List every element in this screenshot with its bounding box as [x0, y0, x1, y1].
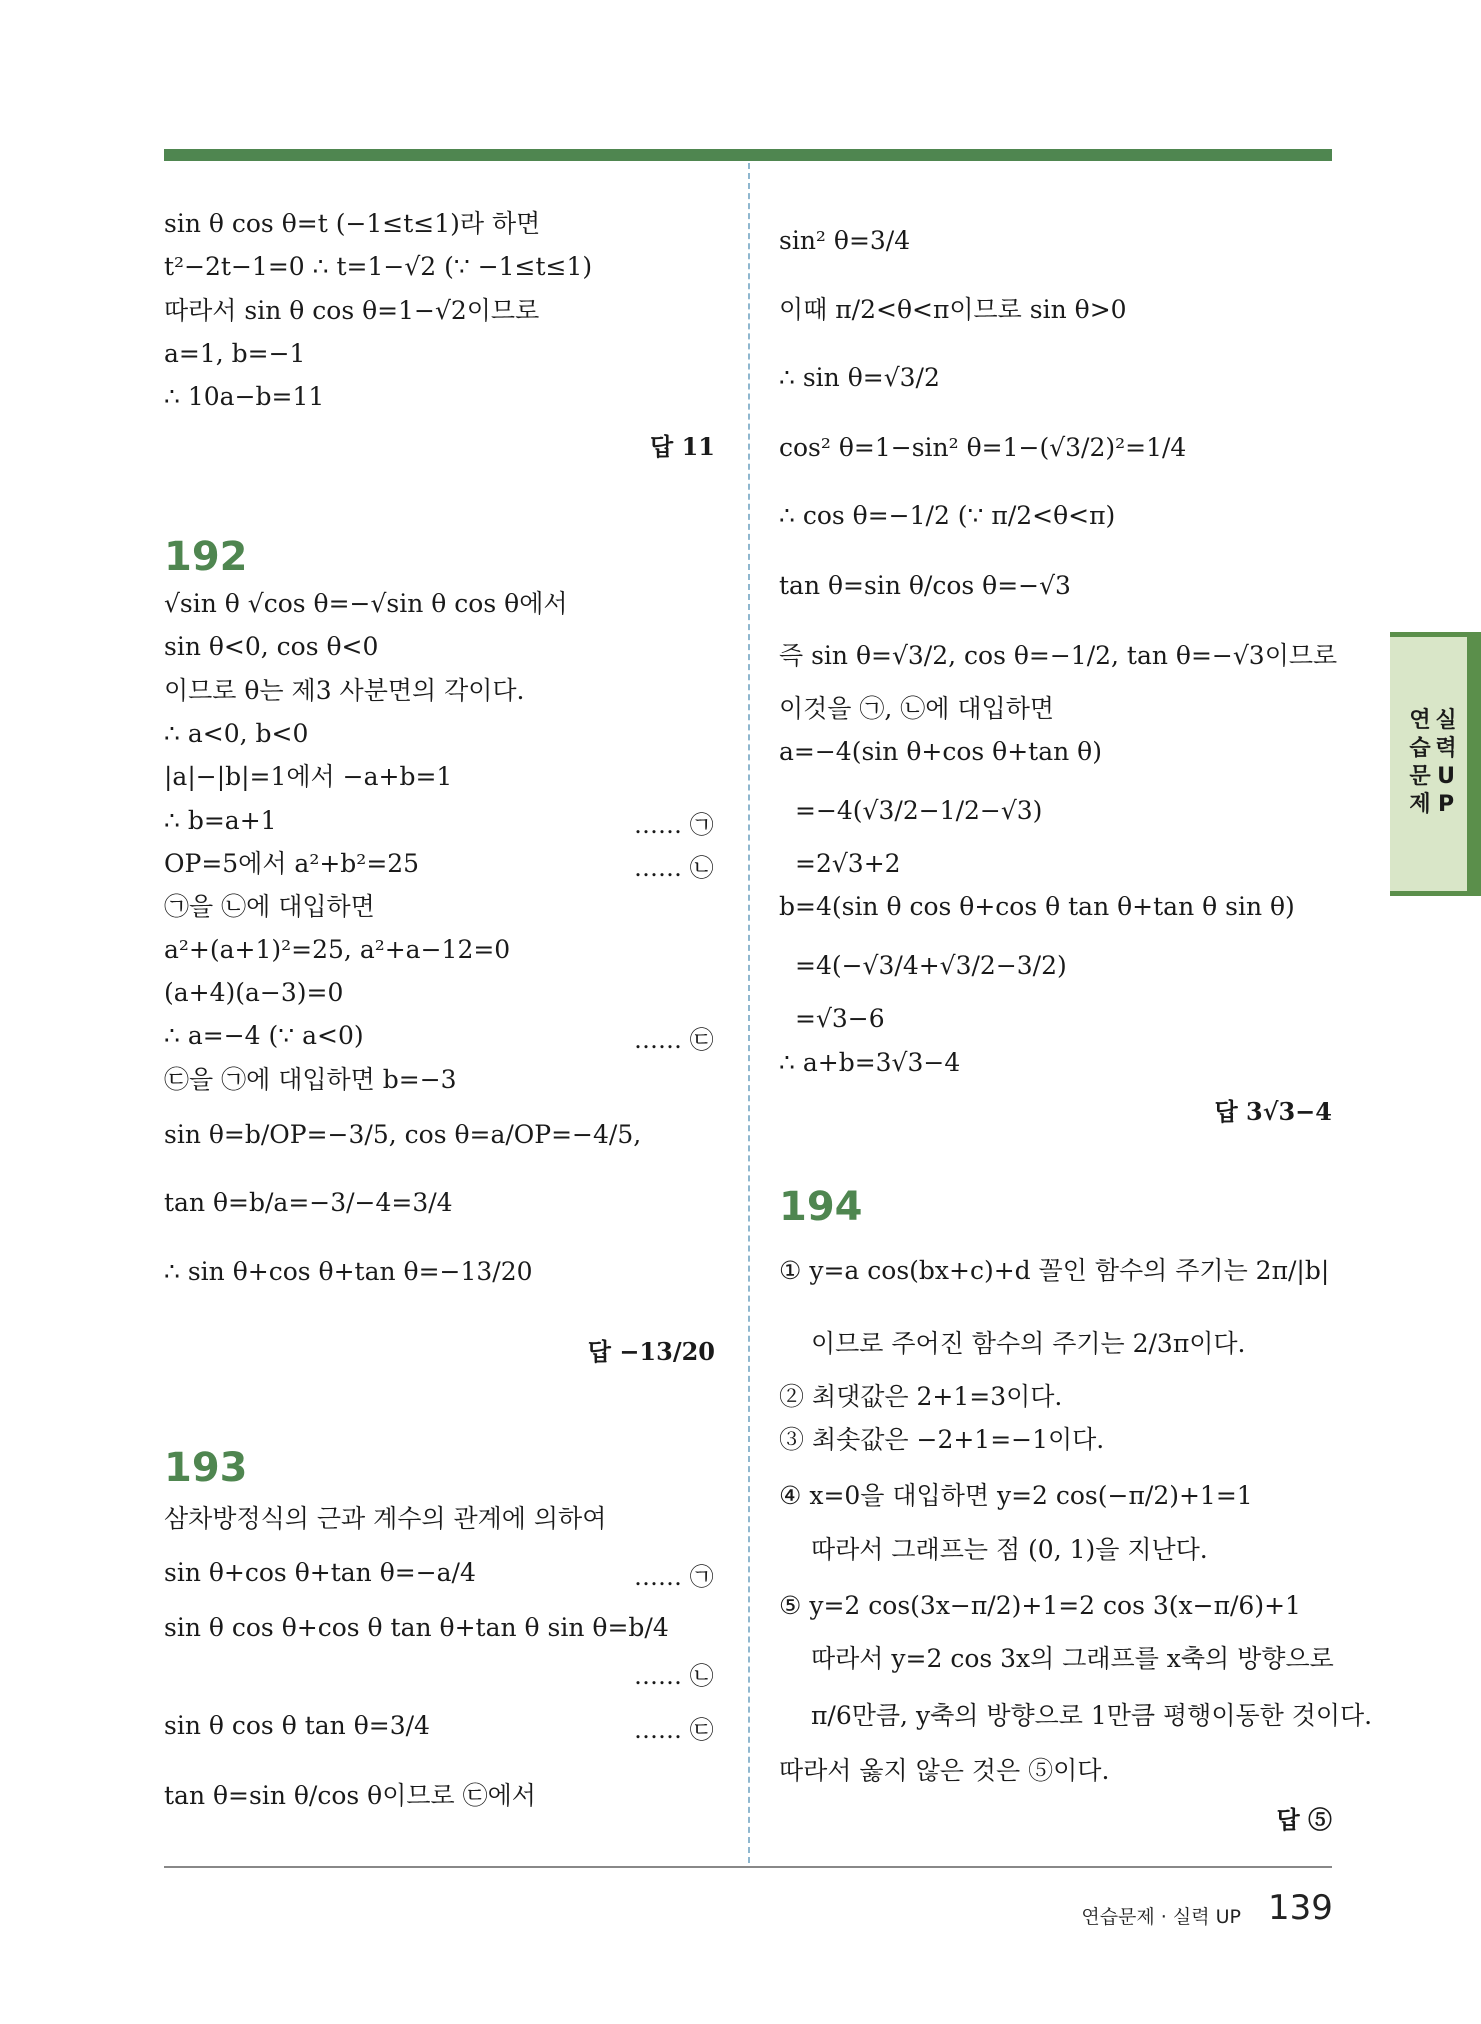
column-divider — [748, 163, 750, 1863]
text-line: 따라서 sin θ cos θ=1−√2이므로 — [164, 296, 540, 325]
text-line: |a|−|b|=1에서 −a+b=1 — [164, 762, 453, 791]
text-line: ⑤ y=2 cos(3x−π/2)+1=2 cos 3(x−π/6)+1 — [779, 1591, 1301, 1620]
side-tab-char: 제 — [1409, 792, 1431, 817]
problem-number-194: 194 — [779, 1184, 863, 1230]
equation-line: a=−4(sin θ+cos θ+tan θ) — [779, 737, 1102, 766]
equation-line: sin θ=b/OP=−3/5, cos θ=a/OP=−4/5, — [164, 1120, 642, 1149]
equation-line: =2√3+2 — [795, 849, 901, 878]
equation-marker: …… ㉠ — [634, 811, 714, 839]
equation-line: sin θ cos θ tan θ=3/4 — [164, 1711, 430, 1740]
text-line: OP=5에서 a²+b²=25 — [164, 849, 420, 878]
equation-line: tan θ=b/a=−3/−4=3/4 — [164, 1188, 453, 1217]
equation-marker: …… ㉡ — [634, 854, 714, 882]
top-accent-bar — [164, 149, 1332, 161]
answer-label: 답 ⑤ — [1276, 1805, 1332, 1834]
equation-line: 즉 sin θ=√3/2, cos θ=−1/2, tan θ=−√3이므로 — [779, 641, 1338, 670]
equation-line: b=4(sin θ cos θ+cos θ tan θ+tan θ sin θ) — [779, 892, 1295, 921]
equation-line: cos² θ=1−sin² θ=1−(√3/2)²=1/4 — [779, 433, 1187, 462]
side-tab-char: 력 — [1435, 736, 1457, 761]
side-tab-char: 연 — [1409, 708, 1431, 733]
equation-line: =−4(√3/2−1/2−√3) — [795, 796, 1043, 825]
footer-rule — [164, 1866, 1332, 1868]
text-line: 이것을 ㉠, ㉡에 대입하면 — [779, 694, 1054, 723]
equation-marker: …… ㉢ — [634, 1026, 714, 1054]
text-line: 따라서 그래프는 점 (0, 1)을 지난다. — [811, 1535, 1208, 1564]
text-line: ② 최댓값은 2+1=3이다. — [779, 1382, 1063, 1411]
text-line: ④ x=0을 대입하면 y=2 cos(−π/2)+1=1 — [779, 1481, 1253, 1510]
problem-number-192: 192 — [164, 534, 248, 580]
equation-line: =4(−√3/4+√3/2−3/2) — [795, 951, 1067, 980]
equation-line: sin θ cos θ+cos θ tan θ+tan θ sin θ=b/4 — [164, 1613, 669, 1642]
answer-label: 답 −13/20 — [587, 1337, 715, 1366]
text-line: (a+4)(a−3)=0 — [164, 978, 344, 1007]
text-line: 따라서 옳지 않은 것은 ⑤이다. — [779, 1756, 1110, 1785]
text-line: ∴ 10a−b=11 — [164, 382, 325, 411]
equation-line: sin θ+cos θ+tan θ=−a/4 — [164, 1558, 476, 1587]
equation-line: ∴ cos θ=−1/2 (∵ π/2<θ<π) — [779, 501, 1116, 530]
answer-label: 답 11 — [650, 432, 715, 461]
problem-number-193: 193 — [164, 1445, 248, 1491]
text-line: ① y=a cos(bx+c)+d 꼴인 함수의 주기는 2π/|b| — [779, 1256, 1330, 1285]
equation-line: ∴ sin θ+cos θ+tan θ=−13/20 — [164, 1257, 533, 1286]
equation-line: 이때 π/2<θ<π이므로 sin θ>0 — [779, 295, 1127, 324]
text-line: ③ 최솟값은 −2+1=−1이다. — [779, 1425, 1105, 1454]
page-number: 139 — [1268, 1888, 1333, 1928]
equation-line: ∴ a+b=3√3−4 — [779, 1048, 961, 1077]
text-line: 따라서 y=2 cos 3x의 그래프를 x축의 방향으로 — [811, 1644, 1334, 1673]
equation-marker: …… ㉡ — [634, 1662, 714, 1690]
equation-marker: …… ㉢ — [634, 1716, 714, 1744]
side-tab-char: 습 — [1409, 736, 1431, 761]
side-tab-char: U — [1437, 764, 1455, 789]
side-tab-column — [1408, 707, 1432, 819]
text-line: a²+(a+1)²=25, a²+a−12=0 — [164, 935, 511, 964]
footer-section-label: 연습문제 · 실력 UP — [1081, 1906, 1241, 1928]
text-line: a=1, b=−1 — [164, 339, 306, 368]
text-line: ㉢을 ㉠에 대입하면 b=−3 — [164, 1065, 457, 1094]
side-tab-stripe — [1467, 637, 1481, 891]
text-line: 삼차방정식의 근과 계수의 관계에 의하여 — [164, 1504, 607, 1533]
equation-line: tan θ=sin θ/cos θ=−√3 — [779, 571, 1071, 600]
side-tab-char: 문 — [1409, 764, 1431, 789]
equation-marker: …… ㉠ — [634, 1563, 714, 1591]
text-line: ∴ a=−4 (∵ a<0) — [164, 1021, 364, 1050]
text-line: 이므로 주어진 함수의 주기는 2/3π이다. — [811, 1329, 1246, 1358]
side-tab-char: 실 — [1435, 708, 1457, 733]
equation-line: =√3−6 — [795, 1004, 885, 1033]
text-line: sin θ cos θ=t (−1≤t≤1)라 하면 — [164, 209, 541, 238]
side-tab-char: P — [1437, 792, 1455, 817]
text-line: t²−2t−1=0 ∴ t=1−√2 (∵ −1≤t≤1) — [164, 252, 593, 281]
equation-line: tan θ=sin θ/cos θ이므로 ㉢에서 — [164, 1781, 536, 1810]
side-tab-column — [1434, 707, 1458, 819]
equation-line: ∴ sin θ=√3/2 — [779, 363, 940, 392]
text-line: ㉠을 ㉡에 대입하면 — [164, 892, 375, 921]
section-side-tab — [1390, 632, 1481, 896]
text-line: √sin θ √cos θ=−√sin θ cos θ에서 — [164, 589, 568, 618]
text-line: π/6만큼, y축의 방향으로 1만큼 평행이동한 것이다. — [811, 1701, 1373, 1730]
equation-line: sin² θ=3/4 — [779, 226, 911, 255]
text-line: ∴ b=a+1 — [164, 806, 277, 835]
text-line: 이므로 θ는 제3 사분면의 각이다. — [164, 676, 525, 705]
answer-label: 답 3√3−4 — [1214, 1097, 1332, 1126]
text-line: sin θ<0, cos θ<0 — [164, 632, 379, 661]
text-line: ∴ a<0, b<0 — [164, 719, 309, 748]
